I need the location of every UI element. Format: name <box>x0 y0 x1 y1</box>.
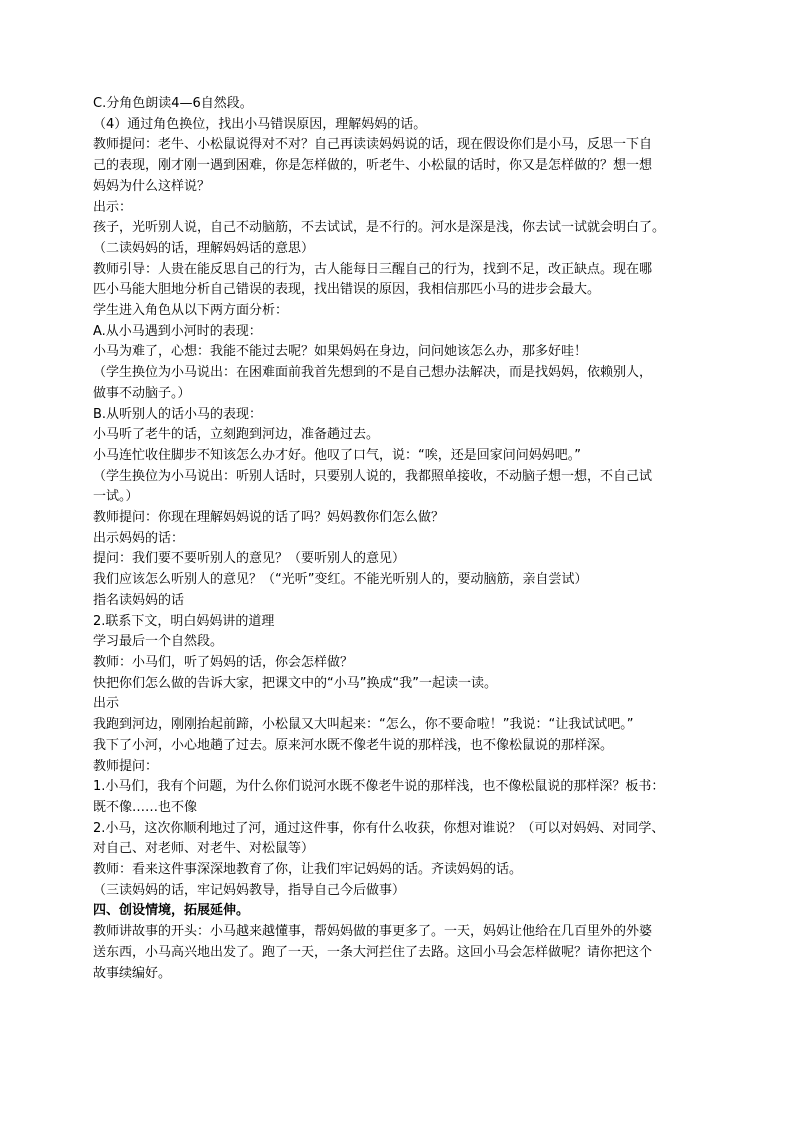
text-line: 提问：我们要不要听别人的意见？（要听别人的意见） <box>93 551 406 567</box>
document-body <box>93 94 713 984</box>
text-line: 教师讲故事的开头：小马越来越懂事，帮妈妈做的事更多了。一天，妈妈让他给在几百里外的外婆 <box>93 924 653 940</box>
text-line: 匹小马能大胆地分析自己错误的表现，找出错误的原因，我相信那匹小马的进步会最大。 <box>93 282 601 298</box>
text-line: （4）通过角色换位，找出小马错误原因，理解妈妈的话。 <box>93 116 427 132</box>
text-line: 故事续编好。 <box>93 965 172 981</box>
text-line: （学生换位为小马说出：在困难面前我首先想到的不是自己想办法解决，而是找妈妈，依赖别人， <box>93 365 653 381</box>
text-line: 教师提问： <box>93 758 159 774</box>
text-line: 2.联系下文，明白妈妈讲的道理 <box>93 613 275 629</box>
text-line: 送东西，小马高兴地出发了。跑了一天，一条大河拦住了去路。这回小马会怎样做呢？请你把这个 <box>93 944 653 960</box>
text-line: 教师引导：人贵在能反思自己的行为，古人能每日三醒自己的行为，找到不足，改正缺点。现在哪 <box>93 261 653 277</box>
text-line: 2.小马，这次你顺利地过了河，通过这件事，你有什么收获，你想对谁说？（可以对妈妈、对同学、 <box>93 820 665 836</box>
text-line: 己的表现，刚才刚一遇到困难，你是怎样做的，听老牛、小松鼠的话时，你又是怎样做的？想一想 <box>93 158 653 174</box>
text-line: 学习最后一个自然段。 <box>93 634 224 650</box>
text-line: 既不像……也不像 <box>93 799 198 815</box>
text-line: 快把你们怎么做的告诉大家，把课文中的“小马”换成“我”一起读一读。 <box>93 675 497 691</box>
text-line: 我下了小河，小心地趟了过去。原来河水既不像老牛说的那样浅，也不像松鼠说的那样深。 <box>93 737 614 753</box>
text-line: 教师提问：你现在理解妈妈说的话了吗？妈妈教你们怎么做？ <box>93 510 445 526</box>
text-line: 孩子，光听别人说，自己不动脑筋，不去试试，是不行的。河水是深是浅，你去试一试就会明白了。 <box>93 220 666 236</box>
text-line: 对自己、对老师、对老牛、对松鼠等） <box>93 841 315 857</box>
section-heading: 四、创设情境，拓展延伸。 <box>93 903 250 919</box>
text-line: 出示 <box>93 696 120 712</box>
text-line: C.分角色朗读4—6自然段。 <box>93 96 253 111</box>
text-line: （学生换位为小马说出：听别人话时，只要别人说的，我都照单接收，不动脑子想一想，不自己试 <box>93 468 653 484</box>
text-line: （二读妈妈的话，理解妈妈话的意思） <box>93 240 315 256</box>
text-line: 我们应该怎么听别人的意见？（“光听”变红。不能光听别人的，要动脑筋，亲自尝试） <box>93 572 588 588</box>
text-line: 教师：看来这件事深深地教育了你，让我们牢记妈妈的话。齐读妈妈的话。 <box>93 862 523 878</box>
text-line: 一试。） <box>93 489 139 505</box>
text-line: 做事不动脑子。） <box>93 385 191 401</box>
text-line: 妈妈为什么这样说？ <box>93 178 211 194</box>
text-line: 小马为难了，心想：我能不能过去呢？如果妈妈在身边，问问她该怎么办，那多好哇！ <box>93 344 588 360</box>
text-line: 我跑到河边，刚刚抬起前蹄，小松鼠又大叫起来：“怎么，你不要命啦！”我说：“让我试试吧。” <box>93 717 634 733</box>
text-line: 教师提问：老牛、小松鼠说得对不对？自己再读读妈妈说的话，现在假设你们是小马，反思一下自 <box>93 137 653 153</box>
text-line: 小马听了老牛的话，立刻跑到河边，准备趟过去。 <box>93 427 380 443</box>
text-line: 1.小马们，我有个问题，为什么你们说河水既不像老牛说的那样浅，也不像松鼠说的那样深？板书： <box>93 779 665 795</box>
text-line: A.从小马遇到小河时的表现： <box>93 323 262 339</box>
text-line: 小马连忙收住脚步不知该怎么办才好。他叹了口气，说：“唉，还是回家问问妈妈吧。” <box>93 447 581 463</box>
text-line: 指名读妈妈的话 <box>93 592 185 608</box>
text-line: B.从听别人的话小马的表现： <box>93 406 263 422</box>
text-line: 教师：小马们，听了妈妈的话，你会怎样做？ <box>93 654 354 670</box>
text-line: 出示妈妈的话： <box>93 530 185 546</box>
text-line: 出示： <box>93 199 133 215</box>
text-line: 学生进入角色从以下两方面分析： <box>93 303 289 319</box>
text-line: （三读妈妈的话，牢记妈妈教导，指导自己今后做事） <box>93 882 406 898</box>
